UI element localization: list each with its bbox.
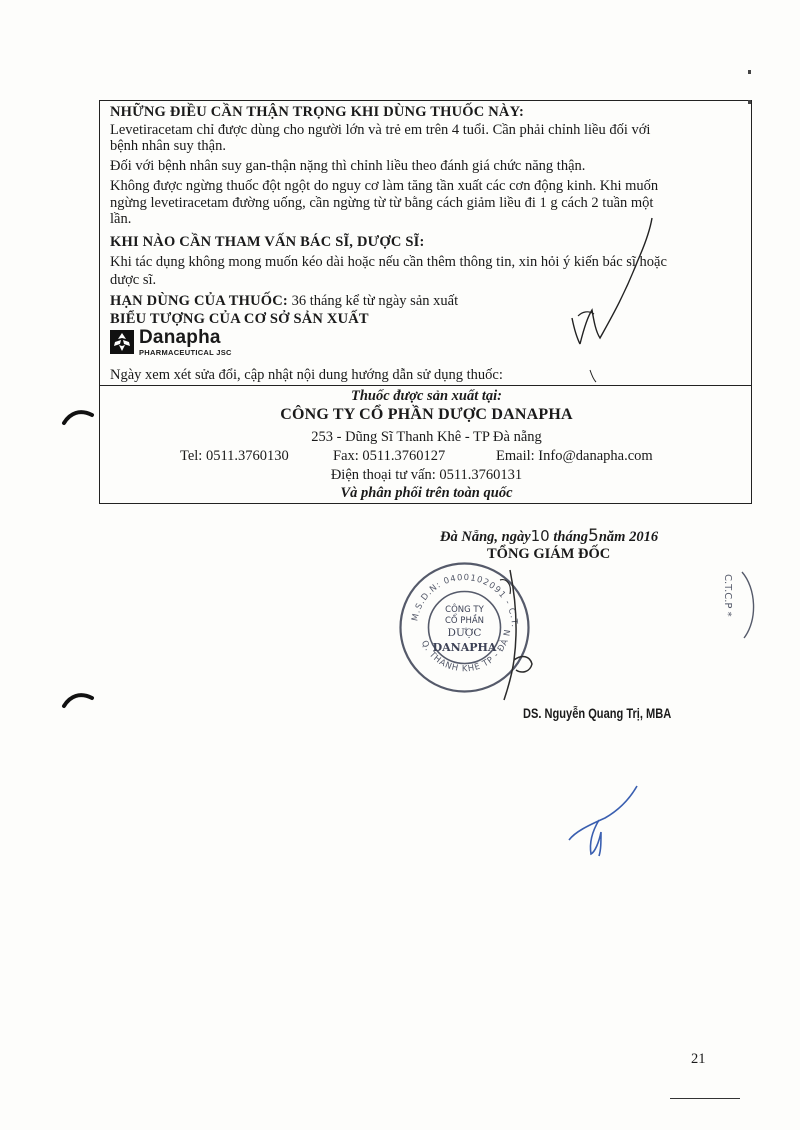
partial-stamp-arc-icon bbox=[740, 570, 762, 640]
date-prefix: Đà Nẵng, ngày bbox=[440, 529, 531, 545]
scan-speck bbox=[748, 100, 751, 104]
logo-subtitle: PHARMACEUTICAL JSC bbox=[139, 348, 232, 357]
seal-center-line: DƯỢC bbox=[447, 627, 482, 639]
blue-pen-initial-icon bbox=[565, 780, 645, 860]
manufacturer-email: Email: Info@danapha.com bbox=[496, 448, 653, 464]
symbol-heading: BIỂU TƯỢNG CỦA CƠ SỞ SẢN XUẤT bbox=[110, 311, 369, 327]
date-month: 5 bbox=[588, 526, 599, 546]
footer-rule bbox=[670, 1098, 740, 1099]
consult-line: dược sĩ. bbox=[110, 272, 157, 288]
margin-stamp-text: C.T.C.P * bbox=[722, 574, 733, 617]
margin-punch-mark-icon bbox=[60, 688, 96, 710]
manufactured-at-label: Thuốc được sản xuất tại: bbox=[350, 388, 502, 404]
danapha-logo bbox=[110, 329, 260, 359]
handwritten-initial-icon bbox=[560, 200, 670, 400]
expiry-label: HẠN DÙNG CỦA THUỐC: bbox=[110, 293, 288, 309]
consult-line: Khi tác dụng không mong muốn kéo dài hoặc nếu cần thêm thông tin, xin hỏi ý kiến bác sĩ hoặc bbox=[110, 254, 667, 270]
advice-phone: Điện thoại tư vấn: 0511.3760131 bbox=[330, 467, 523, 483]
consult-heading: KHI NÀO CẦN THAM VẤN BÁC SĨ, DƯỢC SĨ: bbox=[110, 234, 425, 250]
precautions-line: Levetiracetam chỉ được dùng cho người lớn và trẻ em trên 4 tuổi. Cần phải chỉnh liều đối với bbox=[110, 122, 651, 138]
margin-punch-mark-icon bbox=[60, 405, 96, 427]
date-month-prefix: tháng bbox=[553, 529, 589, 545]
signer-name: DS. Nguyễn Quang Trị, MBA bbox=[523, 706, 672, 721]
precautions-line: Không được ngừng thuốc đột ngột do nguy cơ làm tăng tần xuất các cơn động kinh. Khi muốn bbox=[110, 178, 659, 194]
date-year: năm 2016 bbox=[598, 529, 659, 545]
danapha-logo-mark-icon bbox=[110, 330, 134, 354]
manufacturer-tel: Tel: 0511.3760130 bbox=[180, 448, 289, 464]
signing-date bbox=[440, 526, 658, 546]
date-day: 10 bbox=[530, 527, 550, 545]
distribution-note: Và phân phối trên toàn quốc bbox=[340, 485, 513, 501]
precautions-line: bệnh nhân suy thận. bbox=[110, 138, 226, 154]
revision-date-label: Ngày xem xét sửa đổi, cập nhật nội dung hướng dẫn sử dụng thuốc: bbox=[110, 367, 503, 383]
signer-title: TỔNG GIÁM ĐỐC bbox=[487, 546, 611, 562]
seal-center-line: CỔ PHẦN bbox=[444, 616, 485, 626]
precautions-heading: NHỮNG ĐIỀU CẦN THẬN TRỌNG KHI DÙNG THUỐC NÀY: bbox=[110, 104, 524, 120]
seal-center-line: CÔNG TY bbox=[445, 605, 484, 615]
seal-ring-text: M.S.D.N: 0400102091 - C.T. bbox=[410, 572, 520, 629]
scan-speck bbox=[748, 70, 751, 74]
precautions-line: Đối với bệnh nhân suy gan-thận nặng thì chỉnh liều theo đánh giá chức năng thận. bbox=[110, 158, 586, 174]
seal-center-line: DANAPHA bbox=[432, 641, 497, 654]
seal-bottom-ring-text: Q. THANH KHÊ TP - ĐÀ N bbox=[418, 628, 514, 675]
director-signature-icon bbox=[470, 560, 560, 710]
logo-name: Danapha bbox=[139, 327, 221, 348]
precautions-line: lần. bbox=[110, 211, 132, 227]
expiry-value: 36 tháng kể từ ngày sản xuất bbox=[291, 293, 459, 309]
precautions-line: ngừng levetiracetam đường uống, cần ngừng từ từ bằng cách giảm liều đi 1 g cách 2 tuần một bbox=[110, 195, 654, 211]
page-number: 21 bbox=[691, 1051, 706, 1067]
manufacturer-address: 253 - Dũng Sĩ Thanh Khê - TP Đà nẵng bbox=[311, 429, 542, 445]
manufacturer-fax: Fax: 0511.3760127 bbox=[333, 448, 446, 464]
manufacturer-name: CÔNG TY CỔ PHẦN DƯỢC DANAPHA bbox=[280, 406, 573, 423]
expiry-row bbox=[110, 293, 458, 309]
